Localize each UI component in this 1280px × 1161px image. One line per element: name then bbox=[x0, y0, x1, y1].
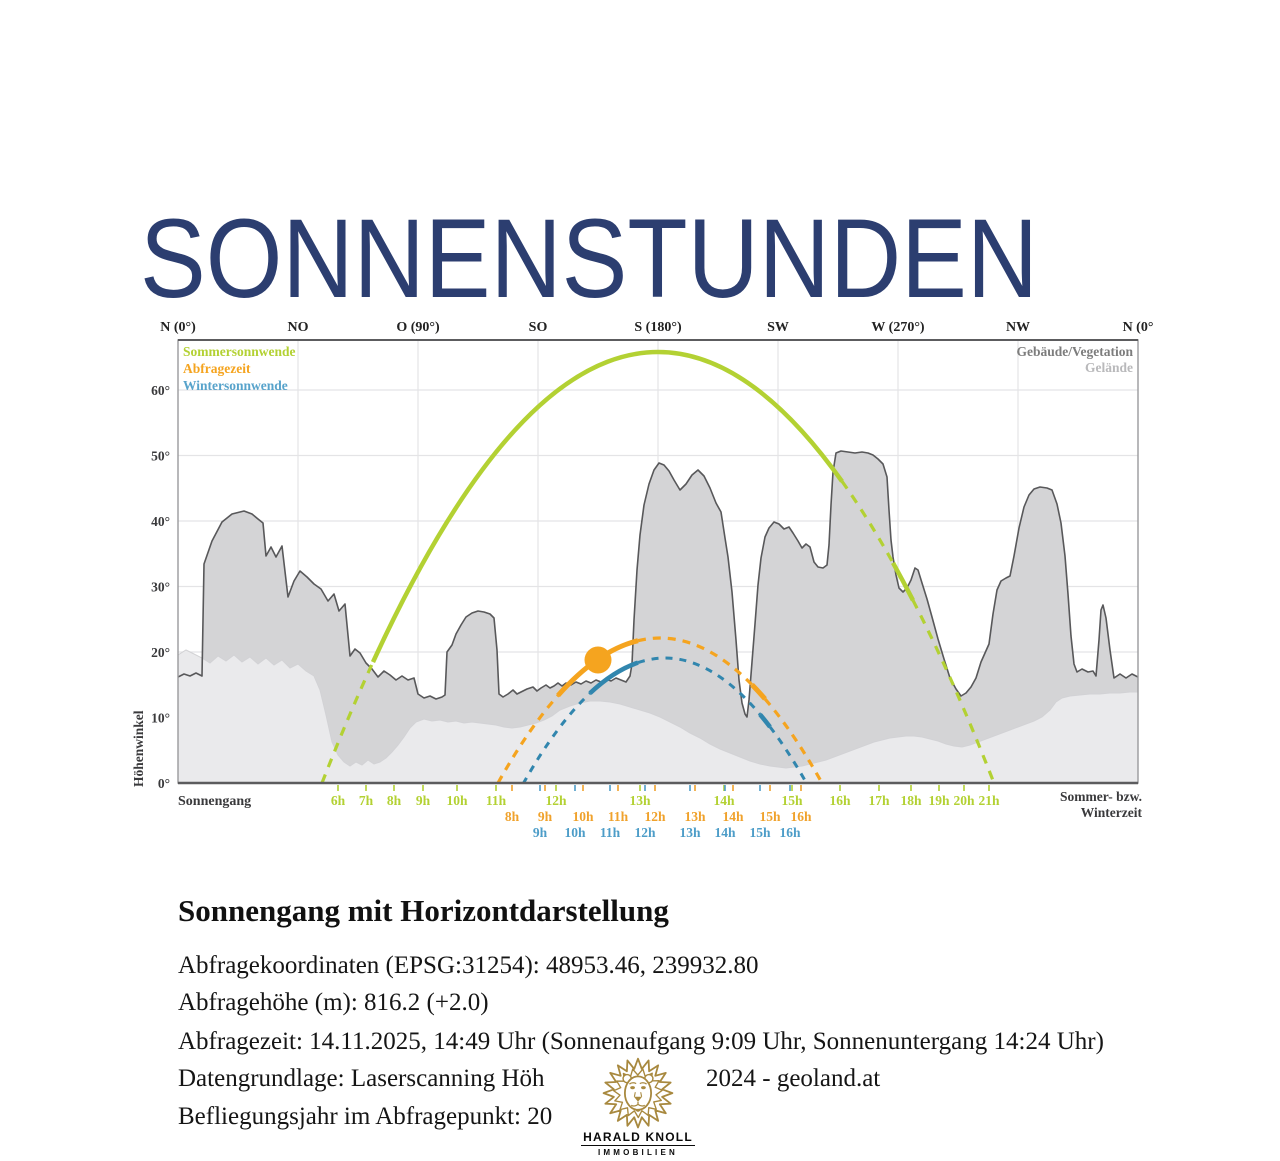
compass-label: O (90°) bbox=[396, 320, 440, 335]
y-tick-label: 60° bbox=[151, 383, 170, 398]
hour-label: 10h bbox=[446, 793, 468, 808]
lion-eye bbox=[630, 1086, 635, 1089]
compass-label: S (180°) bbox=[634, 320, 682, 335]
y-axis-title: Höhenwinkel bbox=[131, 710, 146, 787]
hour-label: 8h bbox=[386, 793, 402, 808]
hour-label: 19h bbox=[928, 793, 950, 808]
y-tick-label: 10° bbox=[151, 710, 170, 726]
detail-line-coordinates: Abfragekoordinaten (EPSG:31254): 48953.46, 239932.80 bbox=[178, 952, 759, 979]
legend-right-item: Gebäude/Vegetation bbox=[1016, 344, 1133, 359]
hour-label: 15h bbox=[759, 809, 781, 824]
logo-harald-knoll bbox=[574, 1056, 702, 1161]
hour-label: 15h bbox=[781, 793, 803, 808]
bottom-right-label: Winterzeit bbox=[1080, 805, 1142, 820]
hour-label: 10h bbox=[572, 809, 594, 824]
hour-label: 20h bbox=[953, 793, 975, 808]
hour-label: 9h bbox=[537, 809, 553, 824]
lion-eye bbox=[641, 1086, 646, 1089]
sun-marker bbox=[585, 647, 612, 674]
hour-label: 12h bbox=[644, 809, 666, 824]
hour-label: 13h bbox=[679, 825, 701, 840]
legend-item: Abfragezeit bbox=[183, 361, 251, 376]
hour-label: 10h bbox=[564, 825, 586, 840]
hour-label: 16h bbox=[829, 793, 851, 808]
terrain-group bbox=[178, 451, 1138, 783]
hour-label: 8h bbox=[504, 809, 520, 824]
hour-label: 14h bbox=[722, 809, 744, 824]
y-tick-label: 40° bbox=[151, 514, 170, 529]
page-title: SONNENSTUNDEN bbox=[140, 196, 1039, 322]
detail-line-query-time: Abfragezeit: 14.11.2025, 14:49 Uhr (Sonnenaufgang 9:09 Uhr, Sonnenuntergang 14:24 Uhr) bbox=[178, 1028, 1104, 1055]
hour-label: 6h bbox=[330, 793, 346, 808]
bottom-right-label: Sommer- bzw. bbox=[1060, 789, 1142, 804]
hour-label: 9h bbox=[415, 793, 431, 808]
hour-label: 17h bbox=[868, 793, 890, 808]
detail-line-data-source: Datengrundlage: Laserscanning Höh bbox=[178, 1065, 545, 1092]
hour-label: 9h bbox=[532, 825, 548, 840]
hour-label: 14h bbox=[713, 793, 735, 808]
compass-label: NO bbox=[287, 320, 309, 335]
logo-subtitle: IMMOBILIEN bbox=[598, 1148, 678, 1157]
hour-label: 16h bbox=[779, 825, 801, 840]
compass-label: N (0°) bbox=[160, 320, 196, 335]
compass-label: SW bbox=[767, 320, 789, 335]
detail-line-data-source-right: 2024 - geoland.at bbox=[706, 1065, 881, 1092]
logo-name: HARALD KNOLL bbox=[583, 1130, 693, 1144]
hour-label: 11h bbox=[485, 793, 507, 808]
compass-label: N (0° bbox=[1122, 320, 1154, 335]
hour-label: 21h bbox=[978, 793, 1000, 808]
hour-label: 13h bbox=[684, 809, 706, 824]
y-tick-label: 50° bbox=[151, 448, 170, 464]
compass-label: NW bbox=[1005, 320, 1031, 335]
y-tick-label: 30° bbox=[151, 579, 170, 595]
legend-right-item: Gelände bbox=[1084, 360, 1133, 375]
legend-item: Sommersonnwende bbox=[183, 344, 296, 359]
lion-icon bbox=[599, 1056, 677, 1132]
detail-line-flight-year: Befliegungsjahr im Abfragepunkt: 20 bbox=[178, 1103, 553, 1130]
legend-item: Wintersonnwende bbox=[183, 378, 288, 393]
y-tick-label: 0° bbox=[157, 776, 170, 791]
hour-label: 11h bbox=[607, 809, 629, 824]
y-tick-label: 20° bbox=[151, 645, 170, 660]
hour-label: 18h bbox=[900, 793, 922, 808]
hour-label: 13h bbox=[629, 793, 651, 808]
hour-label: 12h bbox=[634, 825, 656, 840]
compass-label: W (270°) bbox=[871, 320, 925, 335]
detail-line-height: Abfragehöhe (m): 816.2 (+2.0) bbox=[178, 989, 489, 1016]
hour-label: 15h bbox=[749, 825, 771, 840]
bottom-left-label: Sonnengang bbox=[178, 794, 252, 809]
compass-label: SO bbox=[528, 320, 548, 335]
hour-label: 16h bbox=[790, 809, 812, 824]
hour-label: 7h bbox=[358, 793, 374, 808]
hour-label: 14h bbox=[714, 825, 736, 840]
hour-label: 12h bbox=[545, 793, 567, 808]
details-heading: Sonnengang mit Horizontdarstellung bbox=[178, 893, 669, 928]
hour-label: 11h bbox=[599, 825, 621, 840]
